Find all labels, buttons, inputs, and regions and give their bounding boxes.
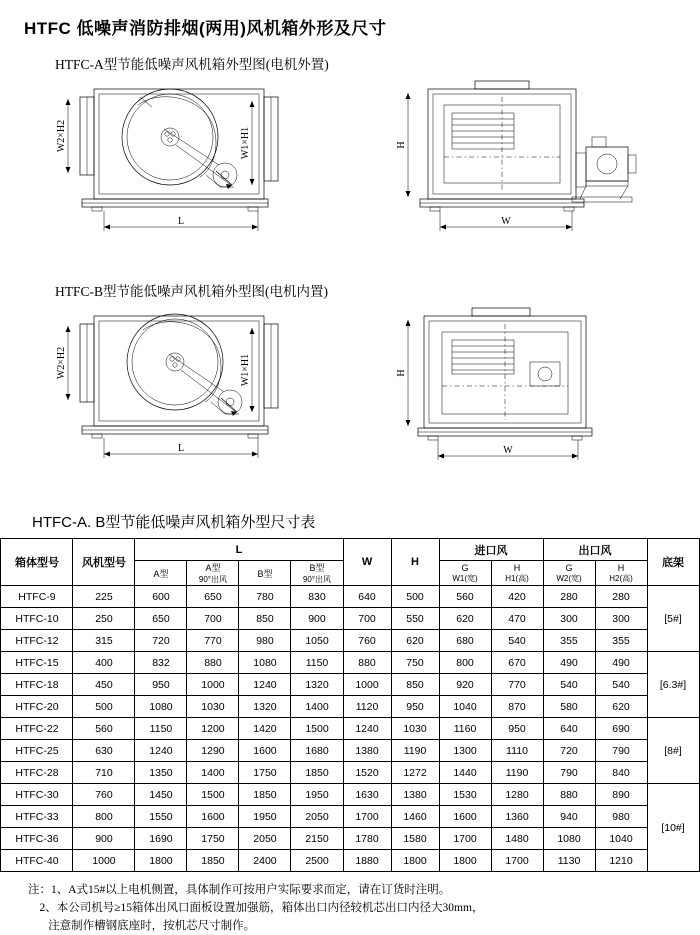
header-W: W [343, 539, 391, 586]
cell-w: 1880 [343, 850, 391, 872]
cell-lb90: 1850 [291, 762, 343, 784]
cell-lb90: 900 [291, 608, 343, 630]
cell-w2: 280 [543, 586, 595, 608]
cell-model: HTFC-18 [1, 674, 73, 696]
cell-lb90: 830 [291, 586, 343, 608]
cell-w2: 880 [543, 784, 595, 806]
cell-la: 1550 [135, 806, 187, 828]
cell-la90: 1600 [187, 806, 239, 828]
cell-h1: 1280 [491, 784, 543, 806]
cell-la: 950 [135, 674, 187, 696]
header-out-h: H [617, 562, 625, 573]
header-base: 底架 [647, 539, 699, 586]
cell-fan: 710 [73, 762, 135, 784]
cell-la90: 880 [187, 652, 239, 674]
table-row [1, 718, 699, 740]
cell-lb: 780 [239, 586, 291, 608]
cell-w2: 1130 [543, 850, 595, 872]
header-out-g: G [565, 562, 573, 573]
cell-model: HTFC-15 [1, 652, 73, 674]
cell-w2: 940 [543, 806, 595, 828]
cell-w: 640 [343, 586, 391, 608]
cell-fan: 800 [73, 806, 135, 828]
notes-block [0, 872, 700, 935]
label-L-fig2: L [177, 443, 185, 454]
cell-w1: 1600 [439, 806, 491, 828]
header-outlet: 出口风 [543, 539, 647, 561]
cell-h: 1272 [391, 762, 439, 784]
cell-model: HTFC-12 [1, 630, 73, 652]
cell-h: 1460 [391, 806, 439, 828]
header-H: H [391, 539, 439, 586]
specification-table [0, 538, 699, 872]
note-line-2: 2、本公司机号≥15箱体出风口面板设置加强筋，箱体出口内径较机芯出口内径大30mm， [28, 901, 484, 914]
cell-fan: 760 [73, 784, 135, 806]
table-row [1, 784, 699, 806]
cell-w1: 680 [439, 630, 491, 652]
cell-w1: 560 [439, 586, 491, 608]
header-out-h2 [595, 561, 647, 586]
cell-h1: 1360 [491, 806, 543, 828]
cell-lb90: 1950 [291, 784, 343, 806]
cell-lb: 1420 [239, 718, 291, 740]
cell-lb: 980 [239, 630, 291, 652]
cell-fan: 400 [73, 652, 135, 674]
cell-h1: 1110 [491, 740, 543, 762]
label-w1h1-fig2: W1×H1 [240, 353, 251, 387]
cell-lb: 850 [239, 608, 291, 630]
cell-fan: 500 [73, 696, 135, 718]
cell-h2: 355 [595, 630, 647, 652]
cell-w1: 1800 [439, 850, 491, 872]
cell-la: 650 [135, 608, 187, 630]
figure-2 [20, 302, 680, 497]
table-row [1, 696, 699, 718]
cell-w1: 1440 [439, 762, 491, 784]
cell-h: 1190 [391, 740, 439, 762]
cell-h2: 1040 [595, 828, 647, 850]
cell-h1: 1480 [491, 828, 543, 850]
cell-h: 620 [391, 630, 439, 652]
cell-lb: 1950 [239, 806, 291, 828]
table-row [1, 674, 699, 696]
cell-h: 500 [391, 586, 439, 608]
cell-w: 700 [343, 608, 391, 630]
cell-la90: 700 [187, 608, 239, 630]
header-in-w1 [439, 561, 491, 586]
header-L-a [135, 561, 187, 586]
table-title: HTFC-A. B型节能低噪声风机箱外型尺寸表 [32, 514, 316, 531]
cell-lb90: 2050 [291, 806, 343, 828]
cell-h2: 980 [595, 806, 647, 828]
cell-lb: 1080 [239, 652, 291, 674]
cell-w1: 1160 [439, 718, 491, 740]
cell-w1: 800 [439, 652, 491, 674]
header-L-b [239, 561, 291, 586]
header-out-w2-label: W2(宽) [556, 573, 582, 583]
cell-fan: 250 [73, 608, 135, 630]
cell-lb: 1750 [239, 762, 291, 784]
header-L: L [135, 539, 343, 561]
table-row [1, 630, 699, 652]
cell-base: [8#] [647, 718, 699, 784]
cell-fan: 1000 [73, 850, 135, 872]
cell-w: 1380 [343, 740, 391, 762]
figure-1 [20, 75, 680, 270]
cell-w1: 1300 [439, 740, 491, 762]
cell-fan: 450 [73, 674, 135, 696]
header-L-b-main: B型 [257, 568, 273, 579]
cell-la: 1150 [135, 718, 187, 740]
cell-la90: 1850 [187, 850, 239, 872]
cell-la: 1080 [135, 696, 187, 718]
label-w2h2-fig1: W2×H2 [56, 119, 67, 153]
label-w2h2-fig2: W2×H2 [56, 346, 67, 380]
cell-lb: 2050 [239, 828, 291, 850]
cell-h: 1030 [391, 718, 439, 740]
cell-w: 1520 [343, 762, 391, 784]
label-L-fig1: L [177, 216, 185, 227]
label-W-fig1: W [501, 216, 511, 227]
cell-h: 750 [391, 652, 439, 674]
table-row [1, 850, 699, 872]
cell-w2: 355 [543, 630, 595, 652]
cell-lb: 1850 [239, 784, 291, 806]
header-out-w2 [543, 561, 595, 586]
cell-la90: 650 [187, 586, 239, 608]
header-L-b90-note: 90°出风 [302, 575, 332, 584]
cell-w2: 300 [543, 608, 595, 630]
cell-w2: 540 [543, 674, 595, 696]
cell-lb90: 1050 [291, 630, 343, 652]
table-row [1, 762, 699, 784]
table-row [1, 608, 699, 630]
cell-h2: 1210 [595, 850, 647, 872]
table-header-row-1 [1, 539, 699, 561]
cell-lb90: 1680 [291, 740, 343, 762]
label-w1h1-fig1: W1×H1 [240, 126, 251, 160]
cell-lb90: 1320 [291, 674, 343, 696]
cell-w1: 920 [439, 674, 491, 696]
cell-h: 550 [391, 608, 439, 630]
cell-h: 1580 [391, 828, 439, 850]
cell-lb90: 1500 [291, 718, 343, 740]
cell-w1: 1700 [439, 828, 491, 850]
label-H-fig2: H [396, 369, 407, 377]
cell-model: HTFC-25 [1, 740, 73, 762]
cell-h2: 840 [595, 762, 647, 784]
cell-w1: 620 [439, 608, 491, 630]
figure-1-caption: HTFC-A型节能低噪声风机箱外型图(电机外置) [55, 57, 329, 72]
cell-fan: 630 [73, 740, 135, 762]
cell-h: 850 [391, 674, 439, 696]
cell-model: HTFC-30 [1, 784, 73, 806]
cell-h1: 420 [491, 586, 543, 608]
cell-w: 1780 [343, 828, 391, 850]
cell-h1: 470 [491, 608, 543, 630]
label-H-fig1: H [396, 141, 407, 149]
cell-w: 1120 [343, 696, 391, 718]
cell-w1: 1530 [439, 784, 491, 806]
cell-lb90: 2150 [291, 828, 343, 850]
cell-la: 832 [135, 652, 187, 674]
cell-la90: 770 [187, 630, 239, 652]
cell-la: 1240 [135, 740, 187, 762]
cell-model: HTFC-9 [1, 586, 73, 608]
figure-1-drawing [20, 75, 680, 265]
cell-w2: 720 [543, 740, 595, 762]
cell-la: 720 [135, 630, 187, 652]
cell-h: 950 [391, 696, 439, 718]
cell-base: [10#] [647, 784, 699, 872]
cell-w: 760 [343, 630, 391, 652]
table-row [1, 586, 699, 608]
header-L-a90-note: 90°出风 [198, 575, 228, 584]
cell-w: 1630 [343, 784, 391, 806]
page-title: HTFC 低噪声消防排烟(两用)风机箱外形及尺寸 [24, 19, 387, 38]
cell-fan: 560 [73, 718, 135, 740]
cell-h2: 300 [595, 608, 647, 630]
cell-h2: 620 [595, 696, 647, 718]
cell-h1: 1190 [491, 762, 543, 784]
cell-la: 1690 [135, 828, 187, 850]
cell-h2: 790 [595, 740, 647, 762]
table-row [1, 652, 699, 674]
cell-h2: 490 [595, 652, 647, 674]
header-model: 箱体型号 [1, 539, 73, 586]
cell-la: 1800 [135, 850, 187, 872]
table-row [1, 740, 699, 762]
cell-fan: 900 [73, 828, 135, 850]
cell-la: 600 [135, 586, 187, 608]
cell-la: 1350 [135, 762, 187, 784]
cell-w: 880 [343, 652, 391, 674]
header-L-a90-main: A型 [205, 563, 221, 573]
cell-model: HTFC-40 [1, 850, 73, 872]
cell-w2: 580 [543, 696, 595, 718]
cell-w: 1700 [343, 806, 391, 828]
cell-w: 1000 [343, 674, 391, 696]
cell-model: HTFC-36 [1, 828, 73, 850]
cell-lb: 2400 [239, 850, 291, 872]
cell-la90: 1000 [187, 674, 239, 696]
cell-model: HTFC-28 [1, 762, 73, 784]
header-L-a90 [187, 561, 239, 586]
cell-la90: 1200 [187, 718, 239, 740]
cell-h1: 770 [491, 674, 543, 696]
header-in-w1-label: W1(宽) [452, 573, 478, 583]
cell-la90: 1030 [187, 696, 239, 718]
cell-la90: 1400 [187, 762, 239, 784]
cell-la90: 1290 [187, 740, 239, 762]
cell-h1: 870 [491, 696, 543, 718]
figure-2-drawing [20, 302, 680, 492]
cell-fan: 225 [73, 586, 135, 608]
cell-base: [6.3#] [647, 652, 699, 718]
table-row [1, 806, 699, 828]
table-body [1, 586, 699, 872]
header-in-h1 [491, 561, 543, 586]
cell-lb90: 1400 [291, 696, 343, 718]
cell-model: HTFC-33 [1, 806, 73, 828]
cell-w2: 490 [543, 652, 595, 674]
cell-h: 1800 [391, 850, 439, 872]
cell-model: HTFC-20 [1, 696, 73, 718]
cell-la: 1450 [135, 784, 187, 806]
cell-w2: 1080 [543, 828, 595, 850]
label-W-fig2: W [503, 445, 513, 456]
cell-h1: 950 [491, 718, 543, 740]
cell-h2: 280 [595, 586, 647, 608]
note-line-3: 注意制作槽钢底座时，按机芯尺寸制作。 [28, 919, 256, 932]
header-L-b90 [291, 561, 343, 586]
cell-model: HTFC-10 [1, 608, 73, 630]
cell-lb: 1240 [239, 674, 291, 696]
header-out-h2-label: H2(高) [609, 573, 633, 583]
cell-h2: 890 [595, 784, 647, 806]
cell-h1: 1700 [491, 850, 543, 872]
cell-w: 1240 [343, 718, 391, 740]
header-L-a-main: A型 [153, 568, 169, 579]
header-in-h1-label: H1(高) [505, 573, 529, 583]
cell-w1: 1040 [439, 696, 491, 718]
cell-h1: 670 [491, 652, 543, 674]
cell-w2: 790 [543, 762, 595, 784]
header-in-g: G [461, 562, 469, 573]
cell-h: 1380 [391, 784, 439, 806]
cell-lb: 1600 [239, 740, 291, 762]
cell-h2: 690 [595, 718, 647, 740]
cell-la90: 1750 [187, 828, 239, 850]
table-row [1, 828, 699, 850]
header-L-b90-main: B型 [309, 563, 325, 573]
header-fan: 风机型号 [73, 539, 135, 586]
cell-w2: 640 [543, 718, 595, 740]
cell-lb90: 2500 [291, 850, 343, 872]
cell-lb90: 1150 [291, 652, 343, 674]
cell-h1: 540 [491, 630, 543, 652]
cell-base: [5#] [647, 586, 699, 652]
note-line-1: 注：1、A式15#以上电机侧置，具体制作可按用户实际要求而定，请在订货时注明。 [28, 884, 451, 896]
cell-fan: 315 [73, 630, 135, 652]
figure-2-caption: HTFC-B型节能低噪声风机箱外型图(电机内置) [55, 284, 328, 299]
header-inlet: 进口风 [439, 539, 543, 561]
cell-lb: 1320 [239, 696, 291, 718]
cell-la90: 1500 [187, 784, 239, 806]
cell-h2: 540 [595, 674, 647, 696]
header-in-h: H [513, 562, 521, 573]
cell-model: HTFC-22 [1, 718, 73, 740]
